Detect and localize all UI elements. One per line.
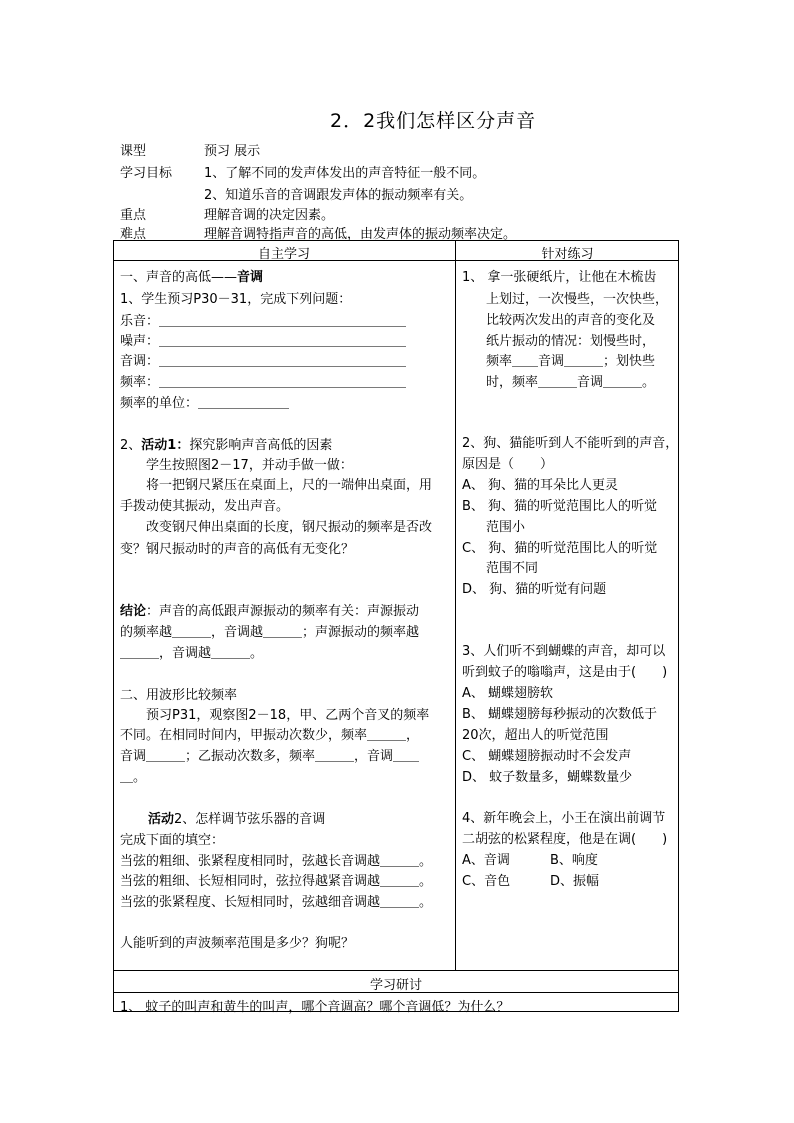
exercise-4-line-1: 4、新年晚会上，小王在演出前调节 [462,811,666,826]
meta-row-key [120,204,335,223]
exercise-1-line-2: 上划过，一次慢些，一次快些， [486,292,669,307]
column-divider [455,240,456,970]
goal-1: 1、了解不同的发声体发出的声音特征一般不同。 [204,166,486,181]
exercise-3-line-1: 3、人们听不到蝴蝶的声音，却可以 [462,644,666,659]
type-value: 预习 展示 [204,144,261,159]
activity-1-label: 活动1： [141,438,190,453]
goals-label: 学习目标 [120,166,173,181]
exercise-1-line-3: 比较两次发出的声音的变化及 [486,313,656,328]
meta-row-type [120,140,261,159]
exercise-1-line-5: 频率＿＿音调＿＿＿；划快些 [486,354,656,369]
fill-frequency-unit: 频率的单位：＿＿＿＿＿＿＿ [120,396,290,411]
activity-1-line-2: 将一把钢尺紧压在桌面上，尺的一端伸出桌面，用 [146,478,433,493]
exercise-2-option-c-cont: 范围不同 [486,561,539,576]
preview-question: 1、学生预习P30－31，完成下列问题： [120,292,352,307]
exercise-3-option-b-cont: 20次，超出人的听觉范围 [462,728,609,743]
type-label: 课型 [120,144,147,159]
exercise-4-option-b: B、响度 [550,853,598,868]
activity-1-title [120,434,452,453]
activity-2-title [148,808,480,827]
meta-row-goals [120,162,486,181]
activity-2-line-2: 当弦的粗细、张紧程度相同时，弦越长音调越＿＿＿。 [120,854,433,869]
exercise-2-option-d: D、 狗、猫的听觉有问题 [462,582,607,597]
exercise-4-option-c: C、音色 [462,874,511,889]
exercise-3-option-c: C、 蝴蝶翅膀振动时不会发声 [462,749,632,764]
exercise-4-option-d: D、振幅 [550,874,600,889]
bottom-header-top-divider [113,970,679,971]
exercise-3-option-a: A、 蝴蝶翅膀软 [462,686,554,701]
exercise-3-option-b: B、 蝴蝶翅膀每秒振动的次数低于 [462,707,658,722]
section-2-title: 二、用波形比较频率 [120,688,238,703]
activity-2-line-1: 完成下面的填空： [120,833,225,848]
section-2-line-1: 预习P31，观察图2－18，甲、乙两个音叉的频率 [146,708,430,723]
section-2-line-2: 不同。在相同时间内，甲振动次数少，频率＿＿＿， [120,728,420,743]
activity-1-line-1: 学生按照图2－17，并动手做一做： [146,458,353,473]
section-1-title-bold: 音调 [237,270,264,285]
section-1-title [120,266,452,285]
exercise-2-option-b-cont: 范围小 [486,520,526,535]
exercise-3-line-2: 听到蚊子的嗡嗡声，这是由于( ) [462,665,668,680]
left-column-header: 自主学习 [257,247,310,262]
conclusion-text: ：声音的高低跟声源振动的频率有关：声源振动 [146,604,420,619]
activity-2-line-3: 当弦的粗细、长短相同时，弦拉得越紧音调越＿＿＿。 [120,874,433,889]
key-value: 理解音调的决定因素。 [204,208,335,223]
conclusion-line-1 [120,600,452,619]
discussion-question-1: 1、 蚊子的叫声和黄牛的叫声，哪个音调高？哪个音调低？为什么？ [120,1000,510,1015]
exercise-2-line-2: 原因是（ ） [462,457,554,472]
activity-1-number: 2、 [120,438,142,453]
exercise-1-line-4: 纸片振动的情况：划慢些时， [486,334,656,349]
activity-1-line-3: 手拨动使其振动，发出声音。 [120,499,290,514]
exercise-2-option-a: A、 狗、猫的耳朵比人更灵 [462,478,619,493]
conclusion-line-3: ＿＿＿，音调越＿＿＿。 [120,646,264,661]
exercise-2-option-c: C、 狗、猫的听觉范围比人的听觉 [462,541,658,556]
section-2-line-3: 音调＿＿＿；乙振动次数多，频率＿＿＿，音调＿＿ [120,749,420,764]
activity-2-label: 活动 [148,812,175,827]
hearing-range-question: 人能听到的声波频率范围是多少？狗呢？ [120,936,355,951]
key-label: 重点 [120,208,147,223]
section-1-title-text: 一、声音的高低—— [120,270,238,285]
exercise-4-line-2: 二胡弦的松紧程度，他是在调( ) [462,832,668,847]
goal-2: 2、知道乐音的音调跟发声体的振动频率有关。 [204,188,473,203]
right-column-header: 针对练习 [541,247,594,262]
page-title: 2．2我们怎样区分声音 [330,110,537,132]
difficulty-label: 难点 [120,227,147,242]
exercise-4-option-a: A、音调 [462,853,510,868]
fill-frequency: 频率：＿＿＿＿＿＿＿＿＿＿＿＿＿＿＿＿＿＿＿ [120,375,407,390]
difficulty-value: 理解音调特指声音的高低，由发声体的振动频率决定。 [204,227,517,242]
exercise-3-option-d: D、 蚊子数量多，蝴蝶数量少 [462,770,633,785]
activity-1-topic: 探究影响声音高低的因素 [189,438,333,453]
exercise-2-line-1: 2、狗、猫能听到人不能听到的声音， [462,436,679,451]
exercise-1-line-6: 时，频率＿＿＿音调＿＿＿。 [486,375,656,390]
conclusion-label: 结论 [120,604,147,619]
activity-1-line-5: 变？钢尺振动时的声音的高低有无变化？ [120,542,355,557]
exercise-2-option-b: B、 狗、猫的听觉范围比人的听觉 [462,499,658,514]
activity-1-line-4: 改变钢尺伸出桌面的长度，钢尺振动的频率是否改 [146,520,433,535]
exercise-1-line-1: 1、 拿一张硬纸片，让他在木梳齿 [462,270,657,285]
fill-noise: 噪声：＿＿＿＿＿＿＿＿＿＿＿＿＿＿＿＿＿＿＿ [120,334,407,349]
activity-2-line-4: 当弦的张紧程度、长短相同时，弦越细音调越＿＿＿。 [120,895,433,910]
bottom-section-header: 学习研讨 [369,978,422,993]
activity-2-topic: 2、怎样调节弦乐器的音调 [174,812,326,827]
fill-musical-sound: 乐音：＿＿＿＿＿＿＿＿＿＿＿＿＿＿＿＿＿＿＿ [120,314,407,329]
section-2-line-4: ＿。 [120,770,147,785]
conclusion-line-2: 的频率越＿＿＿，音调越＿＿＿；声源振动的频率越 [120,625,420,640]
fill-pitch: 音调：＿＿＿＿＿＿＿＿＿＿＿＿＿＿＿＿＿＿＿ [120,354,407,369]
